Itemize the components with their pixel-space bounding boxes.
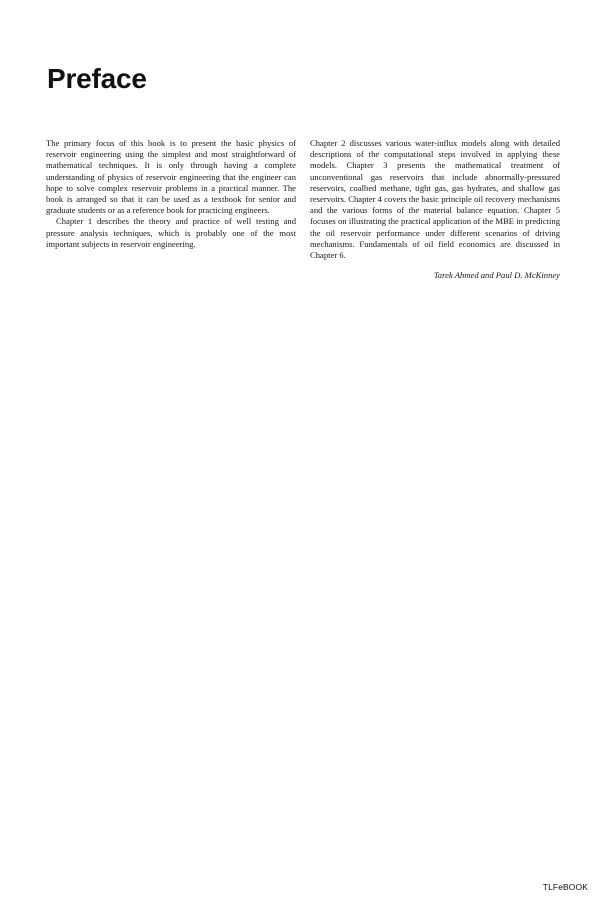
page-title: Preface — [47, 63, 147, 94]
body-columns — [46, 138, 560, 281]
left-paragraph-2: Chapter 1 describes the theory and practice of well testing and pressure analysis techniques, which is probably one of the most important subjects in reservoir engineering. — [46, 216, 296, 249]
footer-watermark: TLFeBOOK — [542, 882, 588, 892]
left-paragraph-1: The primary focus of this book is to present the basic physics of reservoir engineering using the simplest and most straightforward of mathematical techniques. It is only through having a complete understanding of physics of reservoir engineering that the engineer can hope to solve complex reservoir problems in a practical manner. The book is arranged so that it can be used as a textbook for senior and graduate students or as a reference book for practicing engineers. — [46, 138, 296, 216]
right-column — [310, 138, 560, 281]
right-paragraph-1: Chapter 2 discusses various water-influx models along with detailed descriptions of the computational steps involved in applying these models. Chapter 3 presents the mathematical treatment of unconventional gas reservoirs that include abnormally-pressured reservoirs, coalbed methane, tight gas, gas hydrates, and shallow gas reservoirs. Chapter 4 covers the basic principle oil recovery mechanisms and the various forms of the material balance equation. Chapter 5 focuses on illustrating the practical application of the MBE in predicting the oil reservoir performance under different scenarios of driving mechanisms. Fundamentals of oil field economics are discussed in Chapter 6. — [310, 138, 560, 261]
author-signature: Tarek Ahmed and Paul D. McKinney — [433, 270, 560, 281]
left-column — [46, 138, 296, 281]
